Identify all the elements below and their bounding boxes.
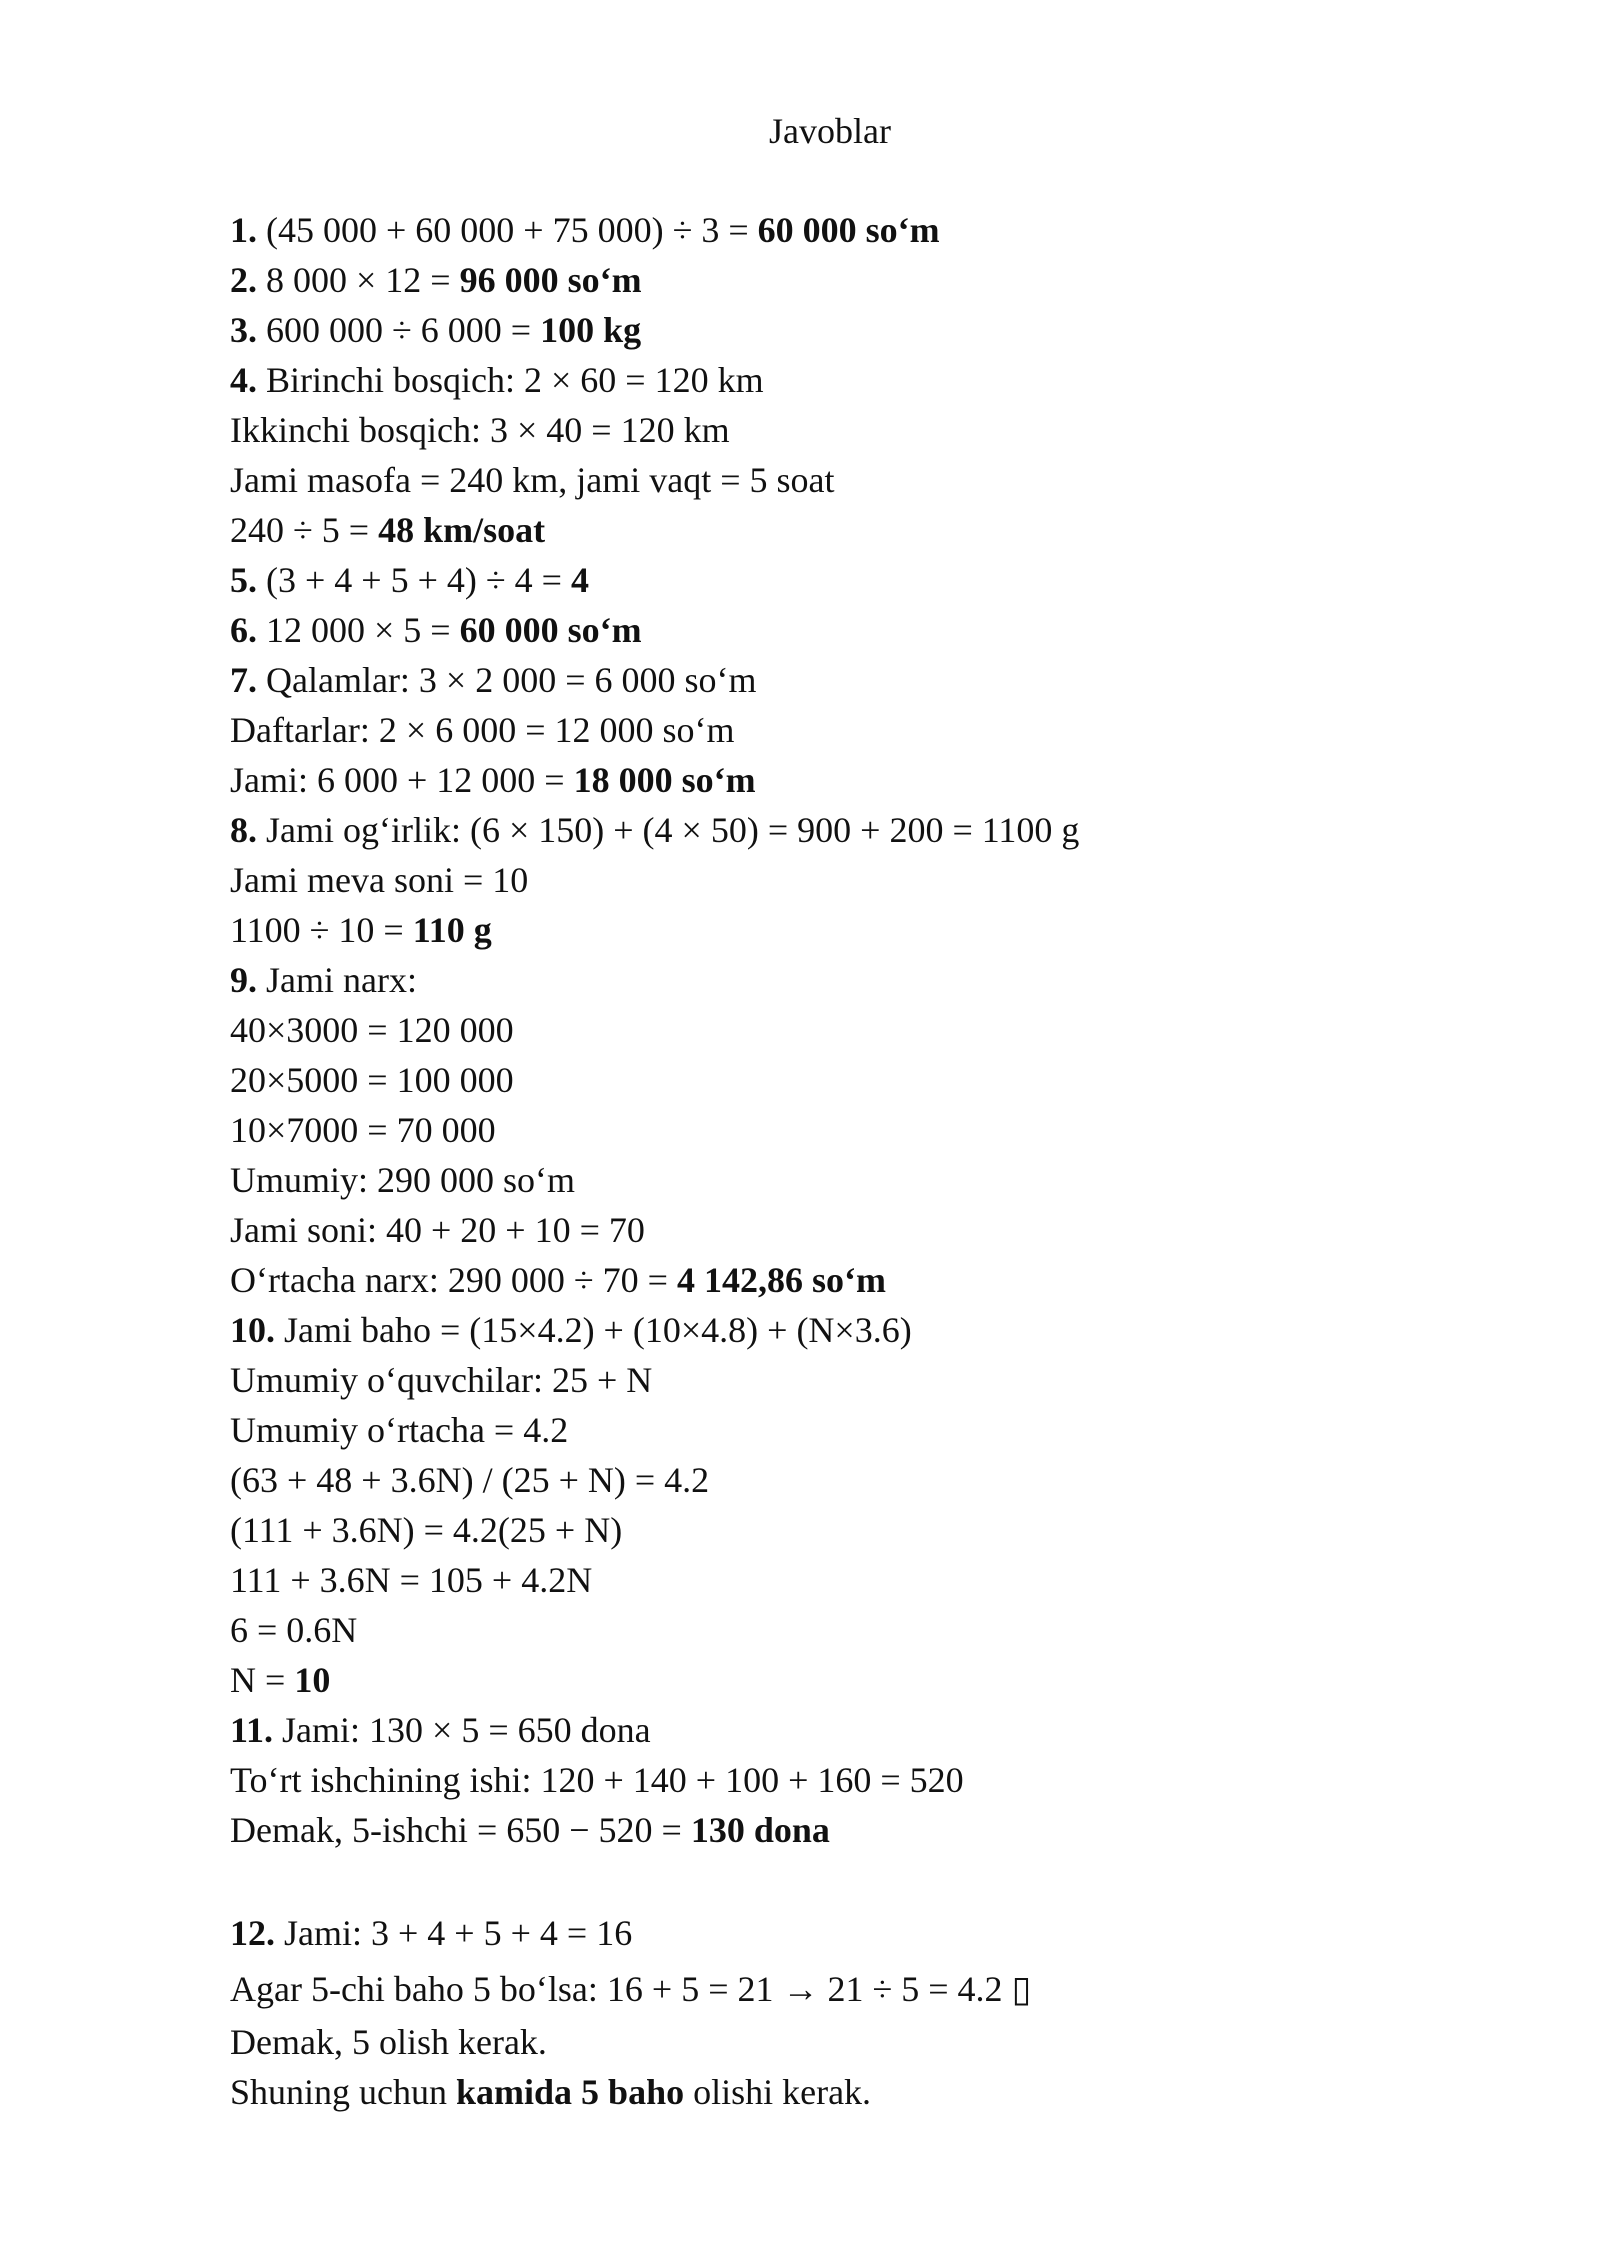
answer-expression: O‘rtacha narx: 290 000 ÷ 70 = xyxy=(230,1260,677,1300)
answer-line: Jami narx: xyxy=(257,960,417,1000)
answer-10 xyxy=(230,1305,1480,1355)
answer-line: (111 + 3.6N) = 4.2(25 + N) xyxy=(230,1510,623,1550)
answer-result: 48 km/soat xyxy=(378,510,546,550)
answer-result: 4 xyxy=(570,560,589,600)
answer-line: Jami meva soni = 10 xyxy=(230,860,529,900)
answer-line: Ikkinchi bosqich: 3 × 40 = 120 km xyxy=(230,410,730,450)
answer-line: Daftarlar: 2 × 6 000 = 12 000 so‘m xyxy=(230,710,735,750)
answer-line: Jami baho = (15×4.2) + (10×4.8) + (N×3.6) xyxy=(275,1310,912,1350)
answer-expression: 1100 ÷ 10 = xyxy=(230,910,413,950)
answer-4 xyxy=(230,355,1480,405)
answer-line: Umumiy: 290 000 so‘m xyxy=(230,1160,576,1200)
answer-number: 5. xyxy=(230,560,257,600)
answer-result: 18 000 so‘m xyxy=(573,760,756,800)
answer-line: Jami: 130 × 5 = 650 dona xyxy=(273,1710,651,1750)
answer-number: 12. xyxy=(230,1913,275,1953)
answer-expression: N = xyxy=(230,1660,295,1700)
answer-result: 10 xyxy=(294,1660,331,1700)
answer-result: 100 kg xyxy=(540,310,642,350)
answer-line: Demak, 5 olish kerak. xyxy=(230,2022,547,2062)
answer-expression: 240 ÷ 5 = xyxy=(230,510,379,550)
answer-result: 60 000 so‘m xyxy=(459,610,642,650)
answer-number: 1. xyxy=(230,210,257,250)
blank-line xyxy=(230,1855,1480,1905)
answer-9 xyxy=(230,955,1480,1005)
answer-expression: 600 000 ÷ 6 000 = xyxy=(257,310,541,350)
answer-6 xyxy=(230,605,1480,655)
answer-result: 4 142,86 so‘m xyxy=(676,1260,886,1300)
answer-line: 6 = 0.6N xyxy=(230,1610,358,1650)
answer-line: Jami og‘irlik: (6 × 150) + (4 × 50) = 900 + 200 = 1100 g xyxy=(257,810,1080,850)
answer-line: To‘rt ishchining ishi: 120 + 140 + 100 + 160 = 520 xyxy=(230,1760,964,1800)
answer-number: 10. xyxy=(230,1310,275,1350)
answer-result: 60 000 so‘m xyxy=(757,210,940,250)
answer-line xyxy=(230,1655,1480,1705)
answer-line: 40×3000 = 120 000 xyxy=(230,1010,514,1050)
answer-number: 11. xyxy=(230,1710,274,1750)
answer-expression: 8 000 × 12 = xyxy=(257,260,460,300)
answer-line: (63 + 48 + 3.6N) / (25 + N) = 4.2 xyxy=(230,1460,710,1500)
answer-number: 2. xyxy=(230,260,257,300)
answer-number: 3. xyxy=(230,310,257,350)
answer-8 xyxy=(230,805,1480,855)
answer-number: 9. xyxy=(230,960,257,1000)
answer-line xyxy=(230,505,1480,555)
answer-line: 111 + 3.6N = 105 + 4.2N xyxy=(230,1560,593,1600)
answer-line: Jami soni: 40 + 20 + 10 = 70 xyxy=(230,1210,645,1250)
answer-2 xyxy=(230,255,1480,305)
answer-line: 20×5000 = 100 000 xyxy=(230,1060,514,1100)
answer-line xyxy=(230,1805,1480,1855)
answer-7 xyxy=(230,655,1480,705)
answer-expression: (45 000 + 60 000 + 75 000) ÷ 3 = xyxy=(257,210,758,250)
answer-number: 6. xyxy=(230,610,257,650)
answer-line: Umumiy o‘quvchilar: 25 + N xyxy=(230,1360,653,1400)
answer-text: olishi kerak. xyxy=(684,2072,872,2112)
answer-result: 130 dona xyxy=(690,1810,830,1850)
answer-3 xyxy=(230,305,1480,355)
answer-line: Umumiy o‘rtacha = 4.2 xyxy=(230,1410,569,1450)
answer-expression: Jami: 6 000 + 12 000 = xyxy=(230,760,574,800)
page-title: Javoblar xyxy=(769,111,891,151)
answer-expression: (3 + 4 + 5 + 4) ÷ 4 = xyxy=(257,560,571,600)
answer-number: 8. xyxy=(230,810,257,850)
answer-line: 10×7000 = 70 000 xyxy=(230,1110,496,1150)
answer-line xyxy=(230,905,1480,955)
answer-line: Jami masofa = 240 km, jami vaqt = 5 soat xyxy=(230,460,835,500)
answer-result: 96 000 so‘m xyxy=(459,260,642,300)
answer-text: Shuning uchun xyxy=(230,2072,457,2112)
answer-line: Jami: 3 + 4 + 5 + 4 = 16 xyxy=(275,1913,633,1953)
answer-number: 4. xyxy=(230,360,257,400)
answer-expression: 12 000 × 5 = xyxy=(257,610,460,650)
answers-list xyxy=(230,205,1480,2117)
answer-11 xyxy=(230,1705,1480,1755)
answer-12 xyxy=(230,1905,1480,1961)
answer-5 xyxy=(230,555,1480,605)
answer-number: 7. xyxy=(230,660,257,700)
answer-result: 110 g xyxy=(412,910,492,950)
answer-line: Birinchi bosqich: 2 × 60 = 120 km xyxy=(257,360,764,400)
answer-line xyxy=(230,1255,1480,1305)
answer-line: Agar 5-chi baho 5 bo‘lsa: 16 + 5 = 21 → 21 ÷ 5 = 4.2 ▯ xyxy=(230,1969,1032,2009)
answer-line xyxy=(230,2067,1480,2117)
answer-line xyxy=(230,755,1480,805)
answer-result: kamida 5 baho xyxy=(456,2072,685,2112)
answer-line: Qalamlar: 3 × 2 000 = 6 000 so‘m xyxy=(257,660,757,700)
answer-1 xyxy=(230,205,1480,255)
answer-expression: Demak, 5-ishchi = 650 − 520 = xyxy=(230,1810,691,1850)
